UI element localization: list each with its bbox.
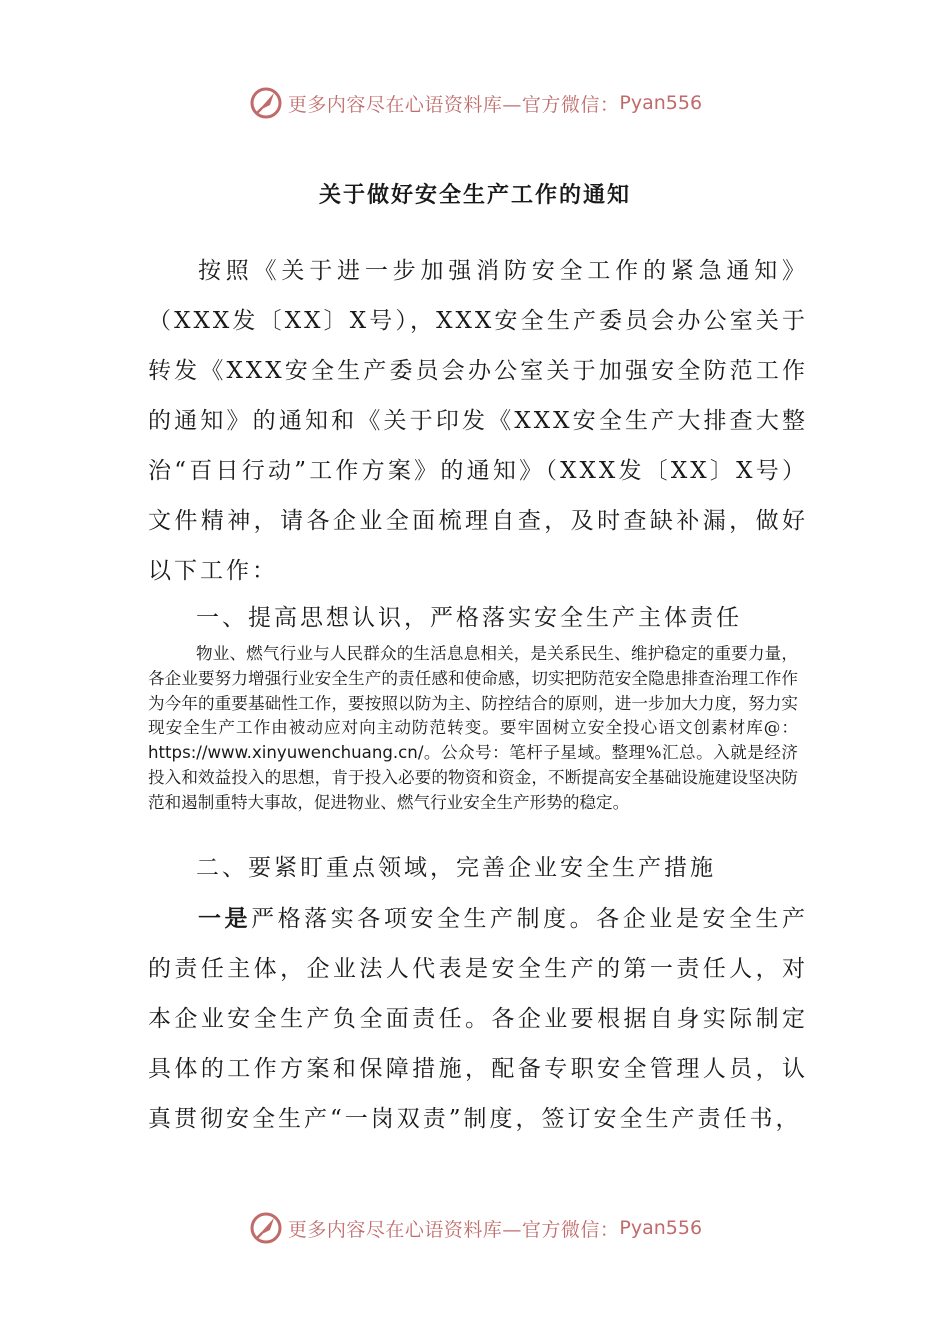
quill-logo-icon (248, 1210, 284, 1246)
section-heading-1: 一、提高思想认识，严格落实安全生产主体责任 (196, 605, 742, 631)
section-1-text-a: 物业、燃气行业与人民群众的生活息息相关，是关系民生、维护稳定的重要力量，各企业要努力增强行业安全生产的责任感和使命感，切实把防范安全隐患排查治理工作作为今年的重要基础性工作，要按照以防为主、防控结合的原则，进一步加大力度，努力实现安全生产工作由被动应对向主动防范转变。要牢固树立安全投心语文创素材库@： (148, 644, 798, 738)
section-heading-2: 二、要紧盯重点领域，完善企业安全生产措施 (196, 855, 716, 881)
intro-paragraph: 按照《关于进一步加强消防安全工作的紧急通知》（XXX发〔XX〕X号），XXX安全生产委员会办公室关于转发《XXX安全生产委员会办公室关于加强安全防范工作的通知》的通知和《关于印发《XXX安全生产大排查大整治“百日行动”工作方案》的通知》（XXX发〔XX〕X号）文件精神，请各企业全面梳理自查，及时查缺补漏，做好以下工作： (148, 258, 808, 584)
section-2-lead: 一是 (198, 905, 252, 932)
section-1-text-b: 。公众号：笔杆子星域。整理%汇总。入就是经济投入和效益投入的思想，肯于投入必要的物资和资金，不断提高安全基础设施建设坚决防范和遏制重特大事故，促进物业、燃气行业安全生产形势的稳定。 (148, 743, 798, 812)
quill-logo-icon (248, 85, 284, 121)
document-title: 关于做好安全生产工作的通知 (318, 182, 631, 208)
section-2-paragraph (148, 894, 808, 1144)
header-banner (0, 78, 950, 128)
banner-text: 更多内容尽在心语资料库—官方微信： (287, 1218, 620, 1241)
watermark-url: https://www.xinyuwenchuang.cn/ (148, 743, 424, 763)
banner-text: 更多内容尽在心语资料库—官方微信： (287, 93, 620, 116)
banner-wechat-id: Pyan556 (619, 1217, 703, 1239)
banner-wechat-id: Pyan556 (619, 92, 703, 114)
section-2-text: 严格落实各项安全生产制度。各企业是安全生产的责任主体，企业法人代表是安全生产的第一责任人，对本企业安全生产负全面责任。各企业要根据自身实际制定具体的工作方案和保障措施，配备专职安全管理人员，认真贯彻安全生产“一岗双责”制度，签订安全生产责任书， (148, 906, 809, 1132)
footer-banner (0, 1203, 950, 1253)
section-1-paragraph (148, 642, 798, 816)
